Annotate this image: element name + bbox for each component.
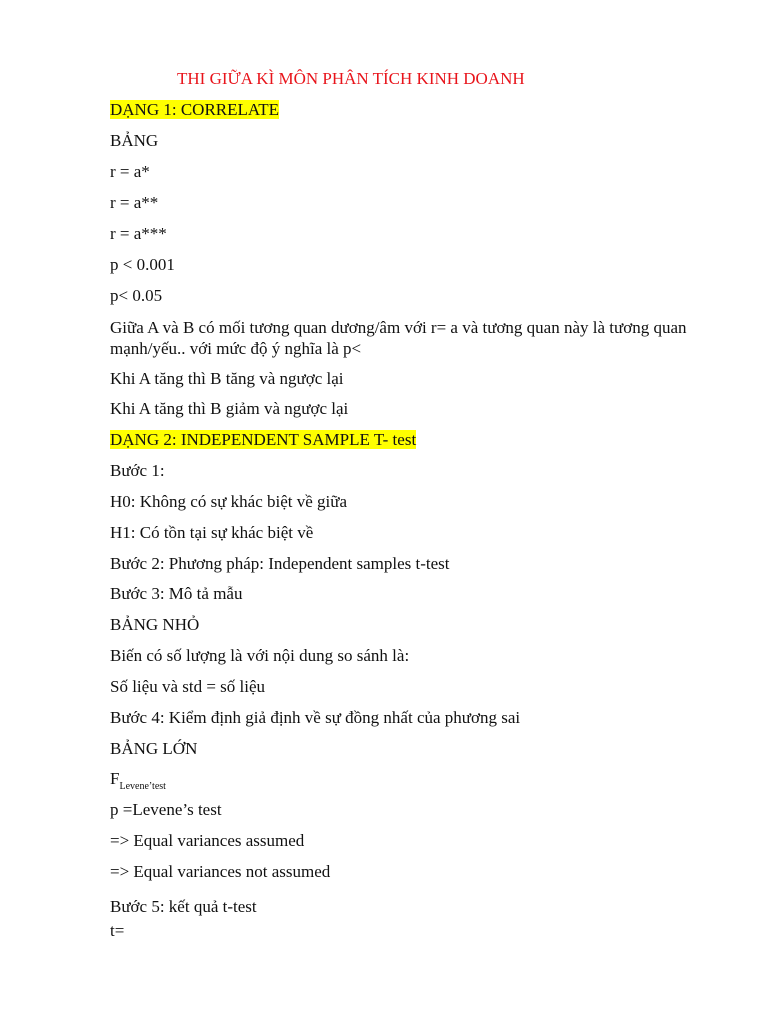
section1-table-label: BẢNG — [110, 131, 159, 150]
correlation-line-2: r = a** — [110, 193, 159, 212]
f-symbol: F — [110, 769, 120, 788]
p-value-line-1: p < 0.001 — [110, 255, 175, 274]
section2-heading — [110, 430, 416, 450]
p-levene-line: p =Levene’s test — [110, 800, 222, 819]
variable-line: Biến có số lượng là với nội dung so sánh là: — [110, 646, 410, 665]
step5-result: Bước 5: kết quả t-test — [110, 897, 257, 916]
step3-sample: Bước 3: Mô tả mẫu — [110, 584, 243, 603]
interpretation-paragraph: Giữa A và B có mối tương quan dương/âm với r= a và tương quan này là tương quan mạnh/yếu.. với mức độ ý nghĩa là p< — [110, 318, 687, 358]
direction-negative: Khi A tăng thì B giảm và ngược lại — [110, 399, 349, 418]
p-value-line-2: p< 0.05 — [110, 286, 163, 305]
f-levene-line — [110, 769, 166, 792]
section1-heading-text: DẠNG 1: CORRELATE — [110, 100, 280, 119]
section1-heading — [110, 100, 279, 120]
step2-method: Bước 2: Phương pháp: Independent samples t-test — [110, 554, 450, 573]
step4-assumption: Bước 4: Kiểm định giả định về sự đồng nhất của phương sai — [110, 708, 521, 727]
correlation-line-3: r = a*** — [110, 224, 167, 243]
direction-positive: Khi A tăng thì B tăng và ngược lại — [110, 369, 344, 388]
large-table-label: BẢNG LỚN — [110, 739, 198, 758]
hypothesis-h0: H0: Không có sự khác biệt về giữa — [110, 492, 348, 511]
step1-label: Bước 1: — [110, 461, 165, 480]
equal-variances-not-assumed: => Equal variances not assumed — [110, 862, 331, 881]
equal-variances-assumed: => Equal variances assumed — [110, 831, 305, 850]
t-value-line: t= — [110, 921, 125, 940]
stats-line: Số liệu và std = số liệu — [110, 677, 266, 696]
f-subscript: Levene’test — [119, 781, 166, 792]
section2-heading-text: DẠNG 2: INDEPENDENT SAMPLE T- test — [110, 430, 417, 449]
small-table-label: BẢNG NHỎ — [110, 615, 200, 634]
correlation-line-1: r = a* — [110, 162, 150, 181]
hypothesis-h1: H1: Có tồn tại sự khác biệt về — [110, 523, 314, 542]
document-title: THI GIỮA KÌ MÔN PHÂN TÍCH KINH DOANH — [177, 69, 525, 88]
